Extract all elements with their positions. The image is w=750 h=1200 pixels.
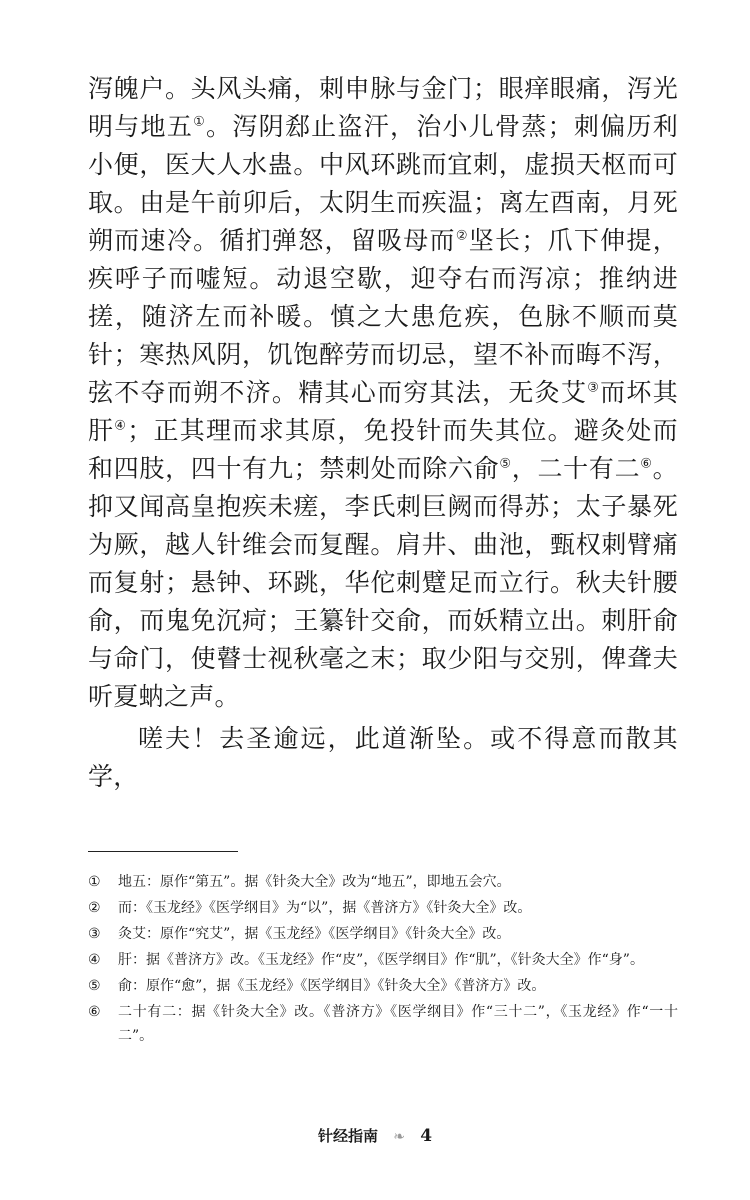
footnote bbox=[88, 948, 678, 972]
footnote bbox=[88, 922, 678, 946]
text-run: 。抑又闻高皇抱疾未瘥，李氏刺巨阙而得苏；太子暴死为厥，越人针维会而复醒。肩井、曲池，甄权刺臂痛而复射；悬钟、环跳，华佗刺躄足而立行。秋夫针腰俞，而鬼免沉疴；王纂针交俞，而妖精立出。刺肝俞与命门，使瞽士视秋毫之末；取少阳与交别，俾聋夫听夏蚋之声。 bbox=[88, 454, 678, 711]
text-run: 泻魄户。头风头痛，刺申脉与金门；眼痒眼痛，泻光明与地五 bbox=[88, 74, 678, 141]
text-run: 。泻阴郄止盗汗，治小儿骨蒸；刺偏历利小便，医大人水蛊。中风环跳而宜刺，虚损天枢而可取。由是午前卯后，太阴生而疾温；离左酉南，月死朔而速冷。循扪弹怒，留吸母而 bbox=[88, 112, 679, 255]
running-title: 针经指南 bbox=[317, 1127, 378, 1145]
footnote-number: ④ bbox=[88, 952, 101, 968]
footnote bbox=[88, 1000, 678, 1048]
footnote-text: 二十有二：据《针灸大全》改。《普济方》《医学纲目》作“三十二”，《玉龙经》作“一十二”。 bbox=[118, 1004, 678, 1044]
footnote-number: ③ bbox=[88, 926, 101, 942]
footnote bbox=[88, 870, 678, 894]
main-text bbox=[88, 70, 678, 796]
footnote-rule bbox=[88, 851, 238, 852]
text-run: ，二十有二 bbox=[511, 454, 641, 483]
footnote-marker: ① bbox=[193, 114, 207, 130]
footnote-marker: ⑥ bbox=[640, 456, 653, 472]
footnote-text: 地五：原作“第五”。据《针灸大全》改为“地五”，即地五会穴。 bbox=[118, 874, 511, 890]
text-run: ；正其理而求其原，免投针而失其位。避灸处而和四肢，四十有九；禁刺处而除六俞 bbox=[88, 416, 678, 483]
footnote bbox=[88, 896, 678, 920]
footnote-number: ⑥ bbox=[88, 1004, 101, 1020]
footnote-list bbox=[88, 870, 678, 1050]
footnote-text: 而：《玉龙经》《医学纲目》为“以”，据《普济方》《针灸大全》改。 bbox=[118, 900, 532, 916]
footnote-marker: ③ bbox=[587, 380, 601, 396]
footnote-number: ⑤ bbox=[88, 978, 101, 994]
footnote-marker: ② bbox=[455, 228, 469, 244]
footnote-text: 肝：据《普济方》改。《玉龙经》作“皮”，《医学纲目》作“肌”，《针灸大全》作“身”。 bbox=[118, 952, 644, 968]
ornament-icon: ❧ bbox=[393, 1129, 405, 1145]
text-run: 而坏其肝 bbox=[88, 378, 678, 445]
page-footer bbox=[0, 1125, 750, 1146]
footnote bbox=[88, 974, 678, 998]
paragraph-1 bbox=[88, 70, 678, 716]
paragraph-2: 嗟夫！去圣逾远，此道渐坠。或不得意而散其学， bbox=[88, 724, 678, 791]
footnote-text: 俞：原作“愈”，据《玉龙经》《医学纲目》《针灸大全》《普济方》改。 bbox=[118, 978, 546, 994]
text-run: 坚长；爪下伸提，疾呼子而嘘短。动退空歇，迎夺右而泻凉；推纳进搓，随济左而补暖。慎之大患危疾，色脉不顺而莫针；寒热风阴，饥饱醉劳而切忌，望不补而晦不泻，弦不夺而朔不济。精其心而穷其法，无灸艾 bbox=[88, 226, 678, 407]
footnote-marker: ⑤ bbox=[499, 456, 512, 472]
footnote-marker: ④ bbox=[114, 418, 128, 434]
footnote-number: ① bbox=[88, 874, 101, 890]
page-number: 4 bbox=[420, 1126, 433, 1146]
footnote-number: ② bbox=[88, 900, 101, 916]
footnote-text: 灸艾：原作“究艾”，据《玉龙经》《医学纲目》《针灸大全》改。 bbox=[118, 926, 511, 942]
